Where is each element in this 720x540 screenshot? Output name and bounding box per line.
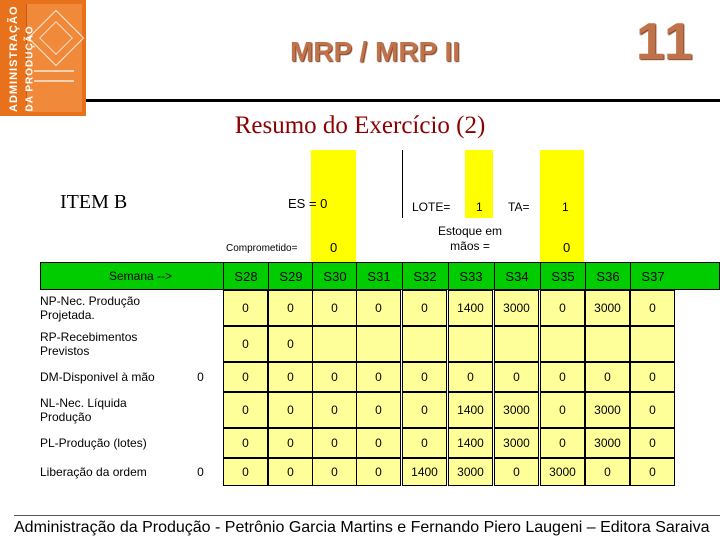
table-cell: 0 — [268, 392, 313, 428]
table-cell: 3000 — [494, 428, 539, 458]
table-cell — [356, 326, 401, 362]
table-row-pre-value: 0 — [197, 370, 204, 384]
table-cell: 0 — [223, 458, 268, 486]
table-cell — [585, 326, 630, 362]
table-row-pre-value — [178, 392, 223, 428]
table-row-label: PL-Produção (lotes) — [40, 436, 147, 450]
table-cell: 3000 — [585, 428, 630, 458]
chapter-number: 11 — [636, 13, 695, 71]
table-cell: 0 — [585, 362, 630, 392]
table-row-label: DM-Disponivel à mão — [40, 370, 155, 384]
comprometido-label: Comprometido= — [226, 243, 298, 254]
week-header-cell: S28 — [223, 262, 268, 290]
table-cell — [448, 326, 493, 362]
cover-text-1: ADMINISTRAÇÃO — [8, 5, 20, 112]
week-header-cell: S30 — [312, 262, 357, 290]
table-cell: 3000 — [448, 458, 493, 486]
lote-label: LOTE= — [412, 200, 451, 214]
table-cell: 0 — [402, 362, 447, 392]
table-cell: 0 — [630, 290, 675, 326]
table-cell: 0 — [630, 428, 675, 458]
table-cell: 0 — [540, 362, 585, 392]
header-title: MRP / MRP II — [289, 36, 461, 67]
es-label: ES = 0 — [288, 196, 328, 211]
table-cell: 0 — [356, 362, 401, 392]
table-cell: 0 — [312, 392, 357, 428]
table-cell: 0 — [402, 290, 447, 326]
week-header-cell: S32 — [402, 262, 447, 290]
ta-value: 1 — [562, 200, 569, 214]
table-cell: 0 — [268, 326, 313, 362]
header-divider — [86, 99, 720, 102]
table-cell: 0 — [494, 362, 539, 392]
table-row-pre-value — [178, 326, 223, 362]
table-cell: 0 — [268, 428, 313, 458]
table-cell: 3000 — [585, 392, 630, 428]
table-cell: 0 — [312, 290, 357, 326]
table-cell: 3000 — [540, 458, 585, 486]
comprometido-value: 0 — [330, 240, 338, 255]
table-cell: 0 — [630, 392, 675, 428]
table-row-label: NP-Nec. Produção Projetada. — [40, 294, 141, 322]
table-cell: 0 — [268, 362, 313, 392]
week-header-cell: S33 — [448, 262, 493, 290]
table-cell: 1400 — [402, 458, 447, 486]
table-cell: 0 — [223, 392, 268, 428]
table-cell: 0 — [223, 362, 268, 392]
table-cell: 0 — [223, 428, 268, 458]
estoque-value: 0 — [563, 240, 571, 255]
table-row-pre-value — [178, 290, 223, 326]
table-cell — [540, 326, 585, 362]
week-header-cell: S35 — [540, 262, 585, 290]
week-header-cell: S36 — [585, 262, 630, 290]
table-row-label: RP-Recebimentos Previstos — [40, 330, 138, 358]
table-cell — [494, 326, 539, 362]
table-cell: 1400 — [448, 428, 493, 458]
footer-divider — [14, 515, 720, 516]
table-cell: 0 — [494, 458, 539, 486]
table-cell: 3000 — [494, 392, 539, 428]
param-guide-line — [402, 150, 403, 218]
table-cell: 0 — [356, 428, 401, 458]
table-cell: 0 — [540, 428, 585, 458]
table-cell: 0 — [312, 428, 357, 458]
week-header-cell: S37 — [630, 262, 675, 290]
footer-credit: Administração da Produção - Petrônio Garcia Martins e Fernando Piero Laugeni – Editora Saraiva — [14, 519, 710, 536]
week-header-label: Semana --> — [108, 269, 172, 283]
table-cell: 3000 — [494, 290, 539, 326]
table-cell — [402, 326, 447, 362]
week-header-cell: S29 — [268, 262, 313, 290]
table-cell: 0 — [630, 458, 675, 486]
table-cell: 0 — [312, 458, 357, 486]
slide-title: Resumo do Exercício (2) — [234, 112, 486, 139]
table-cell: 0 — [356, 290, 401, 326]
table-cell: 1400 — [448, 392, 493, 428]
table-cell — [312, 326, 357, 362]
estoque-label: Estoque em mãos = — [437, 224, 503, 253]
table-cell: 0 — [540, 290, 585, 326]
table-cell: 0 — [630, 362, 675, 392]
table-cell: 0 — [312, 362, 357, 392]
table-row-label: NL-Nec. Líquida Produção — [40, 396, 127, 424]
book-cover-logo — [0, 0, 86, 116]
table-cell — [630, 326, 675, 362]
table-cell: 0 — [268, 458, 313, 486]
table-row-pre-value: 0 — [197, 465, 204, 479]
table-cell: 0 — [448, 362, 493, 392]
table-cell: 0 — [356, 392, 401, 428]
table-cell: 0 — [402, 392, 447, 428]
table-cell: 0 — [402, 428, 447, 458]
table-cell: 0 — [585, 458, 630, 486]
lote-value: 1 — [476, 200, 483, 214]
week-header-cell: S34 — [494, 262, 539, 290]
table-cell: 3000 — [585, 290, 630, 326]
table-cell: 0 — [268, 290, 313, 326]
table-row-label: Liberação da ordem — [40, 465, 147, 479]
week-header-cell: S31 — [356, 262, 401, 290]
table-row-pre-value — [178, 428, 223, 458]
table-cell: 0 — [223, 326, 268, 362]
ta-label: TA= — [508, 200, 530, 214]
table-cell: 0 — [223, 290, 268, 326]
table-cell: 0 — [356, 458, 401, 486]
item-label: ITEM B — [60, 191, 128, 213]
table-cell: 0 — [540, 392, 585, 428]
table-cell: 1400 — [448, 290, 493, 326]
cover-text-2: DA PRODUÇÃO — [24, 25, 36, 112]
